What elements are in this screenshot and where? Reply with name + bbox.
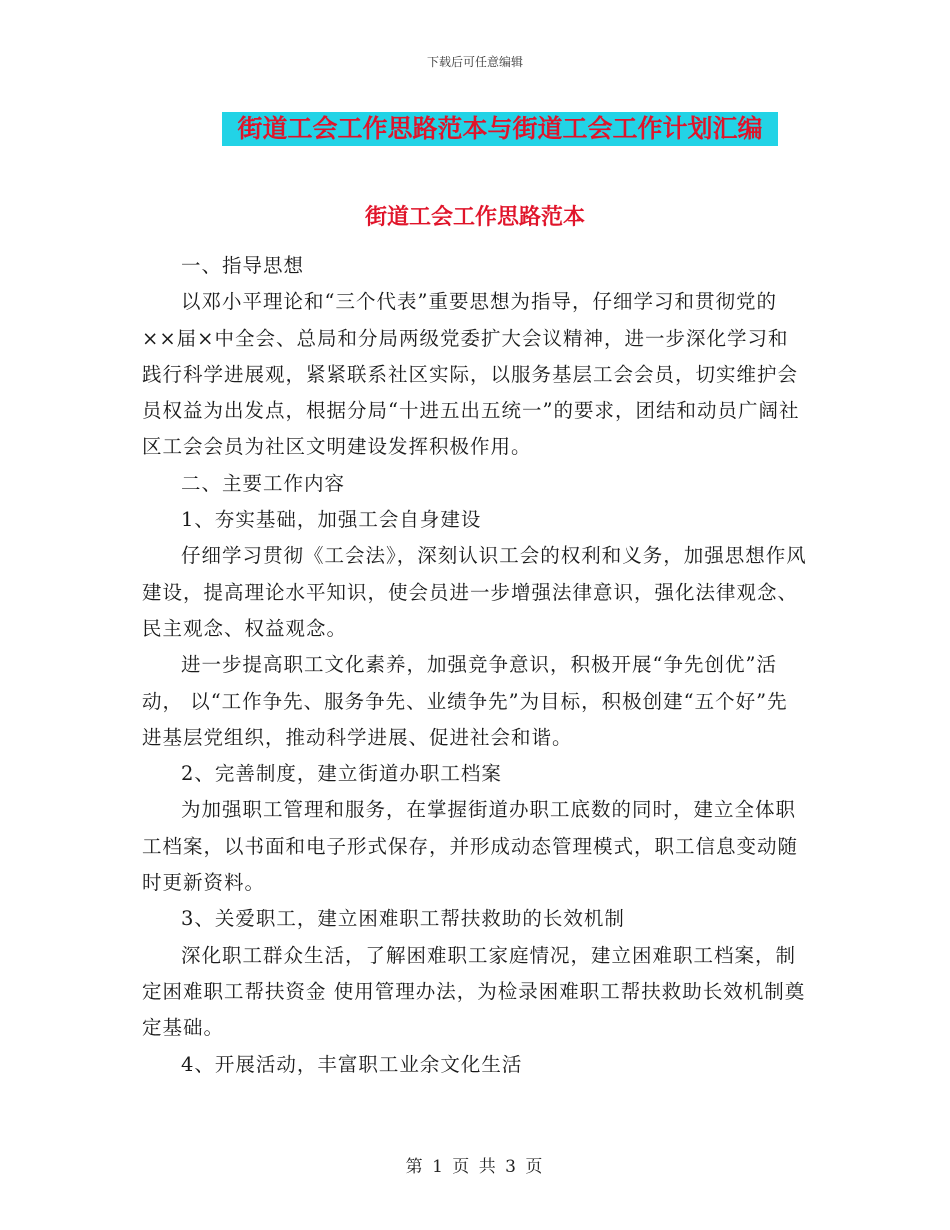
paragraph: 为加强职工管理和服务，在掌握街道办职工底数的同时，建立全体职工档案，以书面和电子形式保存，并形成动态管理模式，职工信息变动随时更新资料。 xyxy=(142,798,799,895)
subheading-2: 2、完善制度，建立街道办职工档案 xyxy=(181,762,502,786)
paragraph: 以邓小平理论和“三个代表”重要思想为指导，仔细学习和贯彻党的××届×中全会、总局和分局两级党委扩大会议精神，进一步深化学习和践行科学进展观，紧紧联系社区实际，以服务基层工会会员，切实维护会员权益为出发点，根据分局“十进五出五统一”的要求，团结和动员广阔社区工会会员为社区文明建设发挥积极作用。 xyxy=(142,290,800,459)
document-title: 街道工会工作思路范本与街道工会工作计划汇编 xyxy=(222,112,778,146)
document-body xyxy=(142,248,808,1083)
paragraph: 进一步提高职工文化素养，加强竞争意识，积极开展“争先创优”活动， 以“工作争先、服务争先、业绩争先”为目标，积极创建“五个好”先进基层党组织，推动科学进展、促进社会和谐。 xyxy=(142,653,788,749)
subheading-1: 1、夯实基础，加强工会自身建设 xyxy=(181,508,482,532)
page-header-note: 下载后可任意编辑 xyxy=(426,55,523,69)
paragraph: 仔细学习贯彻《工会法》，深刻认识工会的权利和义务，加强思想作风建设，提高理论水平知识，使会员进一步增强法律意识，强化法律观念、民主观念、权益观念。 xyxy=(142,544,807,640)
section-title: 街道工会工作思路范本 xyxy=(364,204,585,230)
heading-guiding-ideology: 一、指导思想 xyxy=(181,254,305,277)
heading-main-work: 二、主要工作内容 xyxy=(181,471,346,495)
paragraph: 深化职工群众生活，了解困难职工家庭情况，建立困难职工档案，制定困难职工帮扶资金 使用管理办法，为检录困难职工帮扶救助长效机制奠定基础。 xyxy=(142,943,806,1040)
subheading-3: 3、关爱职工，建立困难职工帮扶救助的长效机制 xyxy=(181,907,625,931)
page-number: 第 1 页 共 3 页 xyxy=(405,1157,545,1177)
subheading-4: 4、开展活动，丰富职工业余文化生活 xyxy=(181,1052,523,1076)
